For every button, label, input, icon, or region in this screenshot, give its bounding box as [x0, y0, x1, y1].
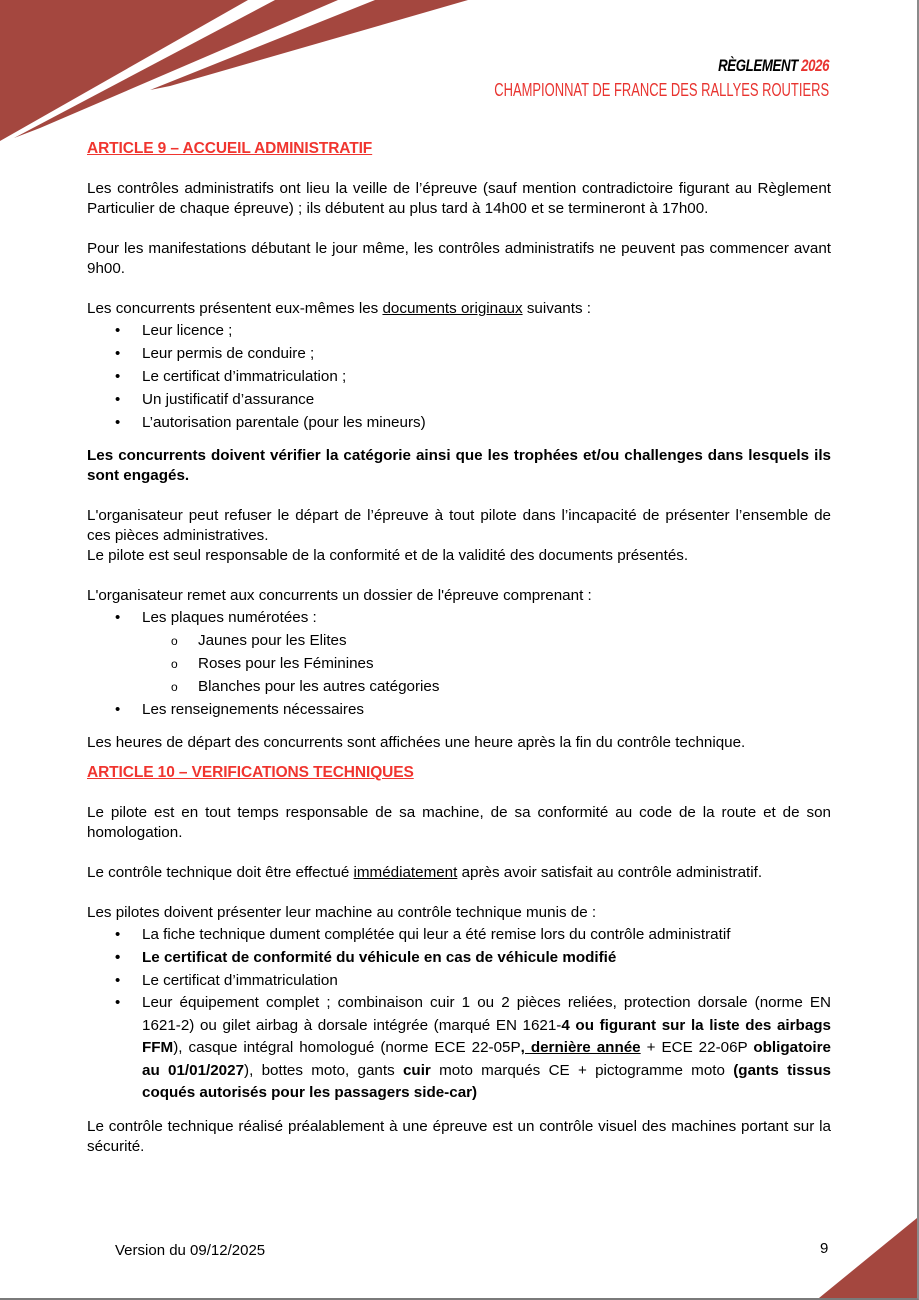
article-10-paragraph-4: Le contrôle technique réalisé préalablement à une épreuve est un contrôle visuel des machines portant sur la sécurité. — [87, 1117, 831, 1155]
text: ), casque intégral homologué (norme ECE 22-05P — [173, 1039, 521, 1056]
list-item: • Les renseignements nécessaires — [87, 698, 831, 721]
bold-text: cuir — [402, 1061, 431, 1079]
header-title — [466, 56, 829, 76]
text: + ECE 22-06P — [640, 1039, 754, 1056]
document-header — [364, 56, 829, 101]
list-item: • Le certificat d’immatriculation — [87, 969, 831, 992]
page-number: 9 — [820, 1240, 829, 1257]
sub-list-item: o Blanches pour les autres catégories — [87, 675, 831, 698]
bold-text: obligatoire au 01/01/2027 — [142, 1039, 831, 1079]
text: ), bottes moto, gants — [244, 1061, 403, 1079]
text: Le contrôle technique doit être effectué — [87, 864, 354, 881]
article-9-heading: ARTICLE 9 – ACCUEIL ADMINISTRATIF — [87, 140, 373, 157]
bold-notice: Les concurrents doivent vérifier la catégorie ainsi que les trophées et/ou challenges dans lesquels ils sont engagés. — [87, 447, 831, 484]
article-9-paragraph-1: Les contrôles administratifs ont lieu la veille de l’épreuve (sauf mention contradictoire figurant au Règlement Particulier de chaque épreuve) ; ils débutent au plus tard à 14h00 et se termineront à 17h00. — [87, 180, 831, 217]
corner-triangle-decoration — [817, 1218, 917, 1298]
documents-list — [87, 319, 831, 434]
article-10-paragraph-3: Les pilotes doivent présenter leur machine au contrôle technique munis de : — [87, 904, 597, 921]
article-9-paragraph-3 — [87, 299, 831, 319]
list-item: • Le certificat de conformité du véhicule en cas de véhicule modifié — [87, 946, 831, 969]
article-9-paragraph-6: L'organisateur remet aux concurrents un dossier de l'épreuve comprenant : — [87, 587, 592, 604]
list-item: • Leur permis de conduire ; — [87, 342, 831, 365]
sub-list-item: o Roses pour les Féminines — [87, 652, 831, 675]
bold-text: 4 ou figurant sur la liste des airbags FFM — [142, 1016, 831, 1056]
bold-underlined-text: , dernière année — [520, 1039, 641, 1056]
header-title-word: RÈGLEMENT — [718, 56, 798, 75]
text: après avoir satisfait au contrôle administratif. — [457, 864, 763, 881]
footer-version: Version du 09/12/2025 — [115, 1242, 266, 1259]
underlined-text: immédiatement — [353, 864, 458, 881]
sub-list-item: o Jaunes pour les Elites — [87, 629, 831, 652]
article-9-paragraph-7: Les heures de départ des concurrents sont affichées une heure après la fin du contrôle technique. — [87, 734, 746, 751]
list-item: • Les plaques numérotées : — [87, 606, 831, 629]
article-10-paragraph-1: Le pilote est en tout temps responsable de sa machine, de sa conformité au code de la route et de son homologation. — [87, 804, 831, 841]
article-9-paragraph-4: L'organisateur peut refuser le départ de l’épreuve à tout pilote dans l’incapacité de présenter l’ensemble de ces pièces administratives. — [87, 507, 831, 544]
list-item: • La fiche technique dument complétée qui leur a été remise lors du contrôle administratif — [87, 923, 831, 946]
article-10-heading: ARTICLE 10 – VERIFICATIONS TECHNIQUES — [87, 764, 414, 781]
list-item: • Le certificat d’immatriculation ; — [87, 365, 831, 388]
bold-text: (gants tissus coqués autorisés pour les passagers side-car) — [142, 1061, 831, 1101]
article-10-paragraph-2 — [87, 863, 831, 883]
text: Leur équipement complet ; combinaison cuir 1 ou 2 pièces reliées, protection dorsale (norme EN 1621-2) ou gilet airbag à dorsale intégrée (marqué EN 1621- — [142, 994, 831, 1034]
header-subtitle: CHAMPIONNAT DE FRANCE DES RALLYES ROUTIERS — [494, 80, 829, 100]
dossier-list — [87, 606, 831, 721]
text: moto marqués CE + pictogramme moto — [430, 1061, 734, 1079]
equipment-list — [87, 923, 831, 1105]
header-title-year: 2026 — [801, 56, 829, 75]
article-9-paragraph-2: Pour les manifestations débutant le jour même, les contrôles administratifs ne peuvent pas commencer avant 9h00. — [87, 240, 831, 277]
document-body — [87, 139, 831, 1157]
list-item: • Un justificatif d’assurance — [87, 388, 831, 411]
text: Les concurrents présentent eux-mêmes les — [87, 300, 383, 317]
underlined-text: documents originaux — [382, 300, 523, 317]
text: suivants : — [522, 300, 591, 317]
list-item-equipment — [87, 992, 831, 1105]
article-9-paragraph-5: Le pilote est seul responsable de la conformité et de la validité des documents présentés. — [87, 547, 689, 564]
list-item: • L’autorisation parentale (pour les mineurs) — [87, 411, 831, 434]
list-item: • Leur licence ; — [87, 319, 831, 342]
